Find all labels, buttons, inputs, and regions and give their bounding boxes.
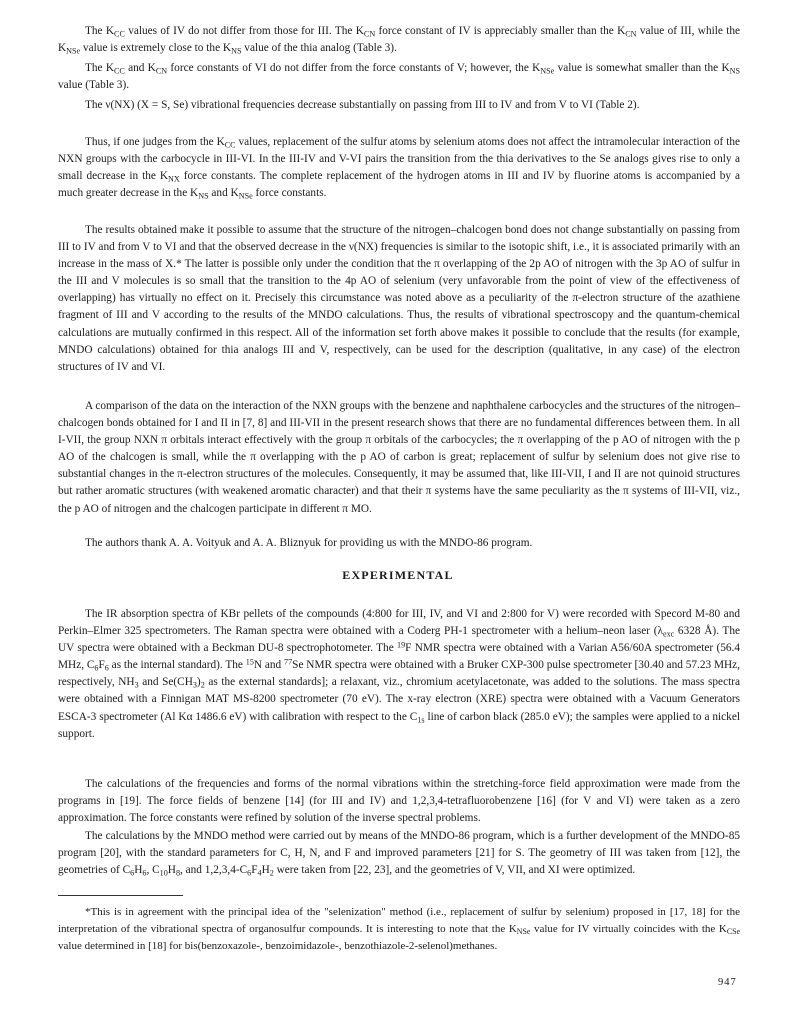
paragraph-acknowledgment: The authors thank A. A. Voityuk and A. A. Bliznyuk for providing us with the MNDO-86 program.: [85, 537, 533, 549]
paragraph-kcc-vi: The $K_{CC}$ and $K_{CN}$ force constants of VI do not differ from the force constants of V; however, the $K_{NSe}$ value is somewhat smaller than the $K_{NS}$ value (Table 3).: [58, 62, 741, 92]
paragraph-comparison: A comparison of the data on the interaction of the NXN groups with the benzene and naphthalene carbocycles and the structures of the nitrogen–chalcogen bonds obtained for I and II in [7, 8] and III-VII in the present research shows that there are no fundamental differences between them. In all I-VII, the group NXN π orbitals interact effectively with the group π orbitals of the carbocycles; the π overlapping of the p AO of nitrogen with the p AO of the chalcogen is small, while the π overlapping with the p AO of carbon is great; replacement of sulfur by selenium does not give rise to substantial changes in the π-electron structures of the molecules. Consequently, it may be assumed that, like III-VII, I and II are not quinoid structures but rather aromatic structures (with weakened aromatic character) and that their π systems have the same peculiarity as the π systems of III-VII, viz., the p AO of nitrogen and the chalcogen participate in different π MO.: [58, 400, 740, 515]
page-number: 947: [718, 977, 737, 988]
paragraph-nx-frequencies: The ν(NX) (X = S, Se) vibrational frequencies decrease substantially on passing from III to IV and from V to VI (Table 2).: [85, 99, 640, 111]
paragraph-kcc-iv: The $K_{CC}$ values of IV do not differ from those for III. The $K_{CN}$ force constant of IV is appreciably smaller than the $K_{CN}$ value of III, while the $K_{NSe}$ value is extremely close to the $K_{NS}$ value of the thia analog (Table 3).: [58, 25, 740, 56]
paragraph-results: The results obtained make it possible to assume that the structure of the nitrogen–chalcogen bond does not change substantially on passing from III to IV and from V to VI and that the observed decrease in the ν(NX) frequencies is similar to the isotopic shift, i.e., it is associated primarily with an increase in the mass of X.* The latter is possible only under the condition that the π overlapping of the 2p AO of nitrogen with the 3p AO of sulfur in the III and V molecules is so small that the transition to the 4p AO of selenium (very unfavorable from the point of view of the effectiveness of overlapping) has virtually no effect on it. Precisely this circumstance was noted above as a peculiarity of the π-electron structure of the azathiene fragment of III and V according to the results of the MNDO calculations. Thus, the results of vibrational spectroscopy and the quantum-chemical calculations are mutually confirmed in this respect. All of the information set forth above makes it possible to conclude that the results (for example, MNDO calculations) obtained for thia analogs III and V, respectively, can be used for the description (qualitative, in any case) of the electron structures of IV and VI.: [58, 224, 740, 373]
paragraph-force-field: The calculations of the frequencies and forms of the normal vibrations within the stretching-force field approximation were made from the programs in [19]. The force fields of benzene [14] (for III and IV) and 1,2,3,4-tetrafluorobenzene [16] (for V and VI) were taken as a zero approximation. The force constants were refined by solution of the inverse spectral problems.: [58, 778, 740, 825]
section-heading-experimental: EXPERIMENTAL: [342, 568, 454, 582]
footnote-selenization: *This is in agreement with the principal idea of the "selenization" method (i.e., replacement of sulfur by selenium) proposed in [17, 18] for the interpretation of the vibrational spectra of organosulfur compounds. It is interesting to note that the $K_{NSe}$ value for IV virtually coincides with the $K_{CSe}$ value determined in [18] for bis(benzoxazole-, benzoimidazole-, benzothiazole-2-selenol)methanes.: [58, 906, 740, 953]
footnote-divider: [58, 895, 183, 896]
paragraph-spectra-methods: The IR absorption spectra of KBr pellets of the compounds (4:800 for III, IV, and VI and 2:800 for V) were recorded with Specord M-80 and Perkin–Elmer 325 spectrometers. The Raman spectra were obtained with a Coderg PH-1 spectrometer with a helium–neon laser ($\lambda_{exc}$ 6328 Å). The UV spectra were obtained with a Beckman DU-8 spectrophotometer. The $^{19}$F NMR spectra were obtained with a Varian A56/60A spectrometer (56.4 MHz, $C_6F_6$ as the internal standard). The $^{15}$N and $^{77}$Se NMR spectra were obtained with a Bruker CXP-300 pulse spectrometer [30.40 and 57.23 MHz, respectively, $NH_3$ and $Se(CH_3)_2$ as the external standards]; a relaxant, viz., chromium acetylacetonate, was added to the solutions. The mass spectra were obtained with a Finnigan MAT MS-8200 spectrometer (70 eV). The x-ray electron (XRE) spectra were obtained with a Vacuum Generators ESCA-3 spectrometer (Al Kα 1486.6 eV) with calibration with respect to the $C_{1s}$ line of carbon black (285.0 eV); the samples were applied to a nickel support.: [58, 608, 740, 740]
paragraph-thus: Thus, if one judges from the $K_{CC}$ values, replacement of the sulfur atoms by selenium atoms does not affect the intramolecular interaction of the NXN groups with the carbocycle in III-VI. In the III-IV and V-VI pairs the transition from the thia derivatives to the Se analogs gives rise to only a small decrease in the $K_{NX}$ force constants. The complete replacement of the hydrogen atoms in III and IV by fluorine atoms is accompanied by a much greater decrease in the $K_{NS}$ and $K_{NSe}$ force constants.: [58, 136, 740, 201]
paragraph-mndo: The calculations by the MNDO method were carried out by means of the MNDO-86 program, which is a further development of the MNDO-85 program [20], with the standard parameters for C, H, N, and F and improved parameters [21] for S. The geometry of III was taken from [12], the geometries of $C_6H_6$, $C_{10}H_8$, and $1,2,3,4-C_6F_4H_2$ were taken from [22, 23], and the geometries of V, VII, and XI were optimized.: [58, 830, 740, 878]
